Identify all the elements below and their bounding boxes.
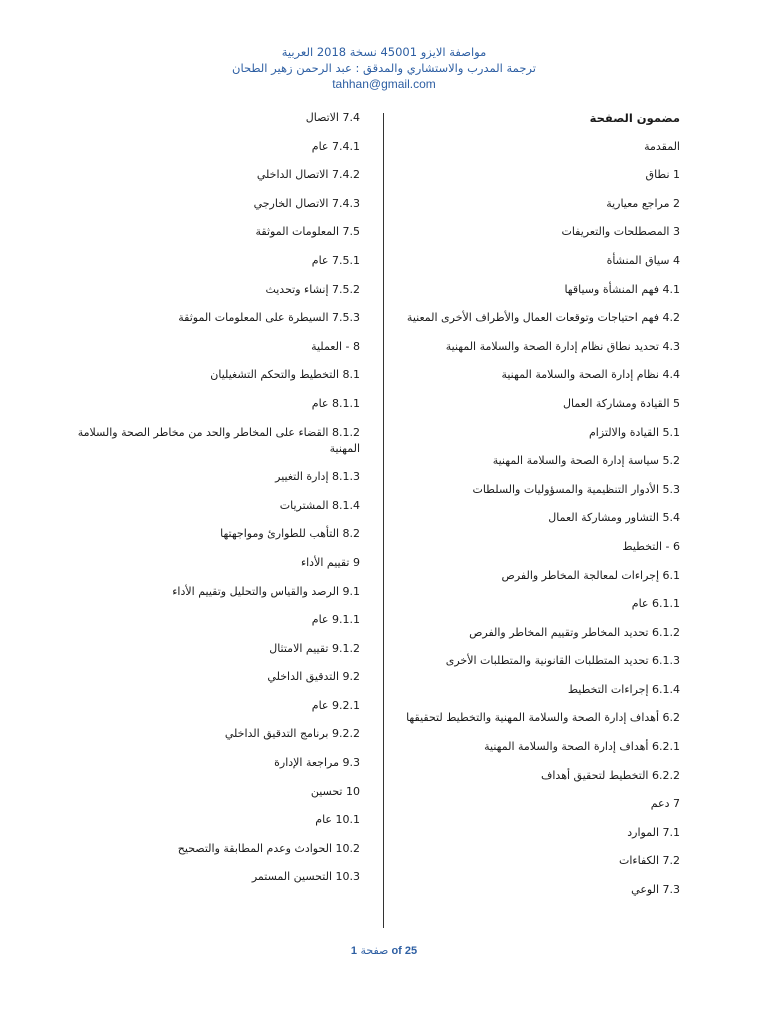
toc-entry: 8.2 التأهب للطوارئ ومواجهتها bbox=[220, 527, 360, 541]
toc-entry: 9.2.1 عام bbox=[311, 698, 360, 712]
toc-entry: 9.1.1 عام bbox=[311, 613, 360, 627]
toc-entry: 10.1 عام bbox=[315, 813, 360, 827]
toc-entry: 7.5.3 السيطرة على المعلومات الموثقة bbox=[178, 311, 360, 325]
toc-entry: المقدمة bbox=[644, 139, 680, 153]
toc-entry: 10 تحسين bbox=[310, 784, 360, 798]
toc-entry: 9.3 مراجعة الإدارة bbox=[274, 756, 360, 770]
toc-entry: 7.5 المعلومات الموثقة bbox=[255, 225, 360, 239]
toc-entry: 8.1.3 إدارة التغيير bbox=[275, 470, 360, 484]
toc-entry: 1 نطاق bbox=[645, 168, 680, 182]
toc-entry: 10.2 الحوادث وعدم المطابقة والتصحيح bbox=[177, 841, 360, 855]
toc-entry: 9 تقييم الأداء bbox=[300, 555, 360, 569]
page-footer bbox=[0, 944, 768, 957]
toc-entry: 8.1 التخطيط والتحكم التشغيليان bbox=[210, 368, 360, 382]
toc-entry: 9.2.2 برنامج التدقيق الداخلي bbox=[224, 727, 360, 741]
toc-entry: 6.2 أهداف إدارة الصحة والسلامة المهنية والتخطيط لتحقيقها bbox=[406, 711, 680, 725]
toc-entry: 8.1.1 عام bbox=[311, 396, 360, 410]
toc-entry: 2 مراجع معيارية bbox=[606, 196, 680, 210]
page-number: 1 of 25 bbox=[350, 945, 418, 957]
toc-entry: 8.1.4 المشتريات bbox=[279, 498, 360, 512]
toc-heading: مضمون الصفحة bbox=[589, 111, 680, 125]
toc-entry: 5 القيادة ومشاركة العمال bbox=[562, 396, 680, 410]
toc-entry: 9.1.2 تقييم الامتثال bbox=[269, 641, 360, 655]
toc-entry: 6.1.3 تحديد المتطلبات القانونية والمتطلبات الأخرى bbox=[445, 654, 680, 668]
toc-entry: 4.2 فهم احتياجات وتوقعات العمال والأطراف الأخرى المعنية bbox=[406, 311, 680, 325]
toc-column-left bbox=[70, 110, 360, 898]
toc-entry: 9.2 التدقيق الداخلي bbox=[267, 670, 360, 684]
toc-entry: 7.5.1 عام bbox=[311, 253, 360, 267]
toc-entry: 8 - العملية bbox=[311, 339, 360, 353]
header-email: tahhan@gmail.com bbox=[332, 77, 436, 91]
toc-entry: 7.4.1 عام bbox=[311, 139, 360, 153]
toc-column-right bbox=[380, 110, 680, 911]
toc-entry: 7.3 الوعي bbox=[631, 883, 680, 897]
toc-entry: 6.1.1 عام bbox=[631, 597, 680, 611]
toc-entry: 7.5.2 إنشاء وتحديث bbox=[265, 282, 360, 296]
toc-entry: 4.4 نظام إدارة الصحة والسلامة المهنية bbox=[501, 368, 680, 382]
toc-entry: 4.3 تحديد نطاق نظام إدارة الصحة والسلامة المهنية bbox=[445, 339, 680, 353]
page-word: صفحة bbox=[360, 944, 389, 957]
toc-entry: 6.1.2 تحديد المخاطر وتقييم المخاطر والفرص bbox=[469, 625, 680, 639]
document-header bbox=[0, 44, 768, 92]
toc-entry: 6.1 إجراءات لمعالجة المخاطر والفرص bbox=[501, 568, 680, 582]
toc-entry: 4 سياق المنشأة bbox=[606, 253, 680, 267]
toc-entry: 5.2 سياسة إدارة الصحة والسلامة المهنية bbox=[492, 454, 680, 468]
toc-entry: 6.2.2 التخطيط لتحقيق أهداف bbox=[540, 768, 680, 782]
toc-entry: 7.4.2 الاتصال الداخلي bbox=[256, 168, 360, 182]
header-translator: ترجمة المدرب والاستشاري والمدقق : عبد الرحمن زهير الطحان bbox=[232, 61, 536, 75]
toc-entry: 9.1 الرصد والقياس والتحليل وتقييم الأداء bbox=[172, 584, 360, 598]
toc-entry: 5.4 التشاور ومشاركة العمال bbox=[548, 511, 680, 525]
toc-entry: 6.1.4 إجراءات التخطيط bbox=[567, 682, 680, 696]
toc-entry: 4.1 فهم المنشأة وسياقها bbox=[564, 282, 680, 296]
toc-entry: 5.1 القيادة والالتزام bbox=[588, 425, 680, 439]
toc-entry: 6 - التخطيط bbox=[622, 539, 680, 553]
toc-entry: 6.2.1 أهداف إدارة الصحة والسلامة المهنية bbox=[484, 740, 680, 754]
toc-entry: 7 دعم bbox=[650, 797, 680, 811]
toc-entry: 3 المصطلحات والتعريفات bbox=[561, 225, 680, 239]
header-title: مواصفة الايزو 45001 نسخة 2018 العربية bbox=[281, 45, 487, 59]
toc-entry: 5.3 الأدوار التنظيمية والمسؤوليات والسلطات bbox=[472, 482, 680, 496]
toc-entry: 7.2 الكفاءات bbox=[619, 854, 680, 868]
toc-entry: 10.3 التحسين المستمر bbox=[251, 870, 360, 884]
toc-entry: 7.4.3 الاتصال الخارجي bbox=[253, 196, 360, 210]
toc-entry: 7.1 الموارد bbox=[627, 825, 680, 839]
toc-entry: 8.1.2 القضاء على المخاطر والحد من مخاطر الصحة والسلامة المهنية bbox=[77, 425, 360, 455]
toc-entry: 7.4 الاتصال bbox=[305, 111, 360, 124]
